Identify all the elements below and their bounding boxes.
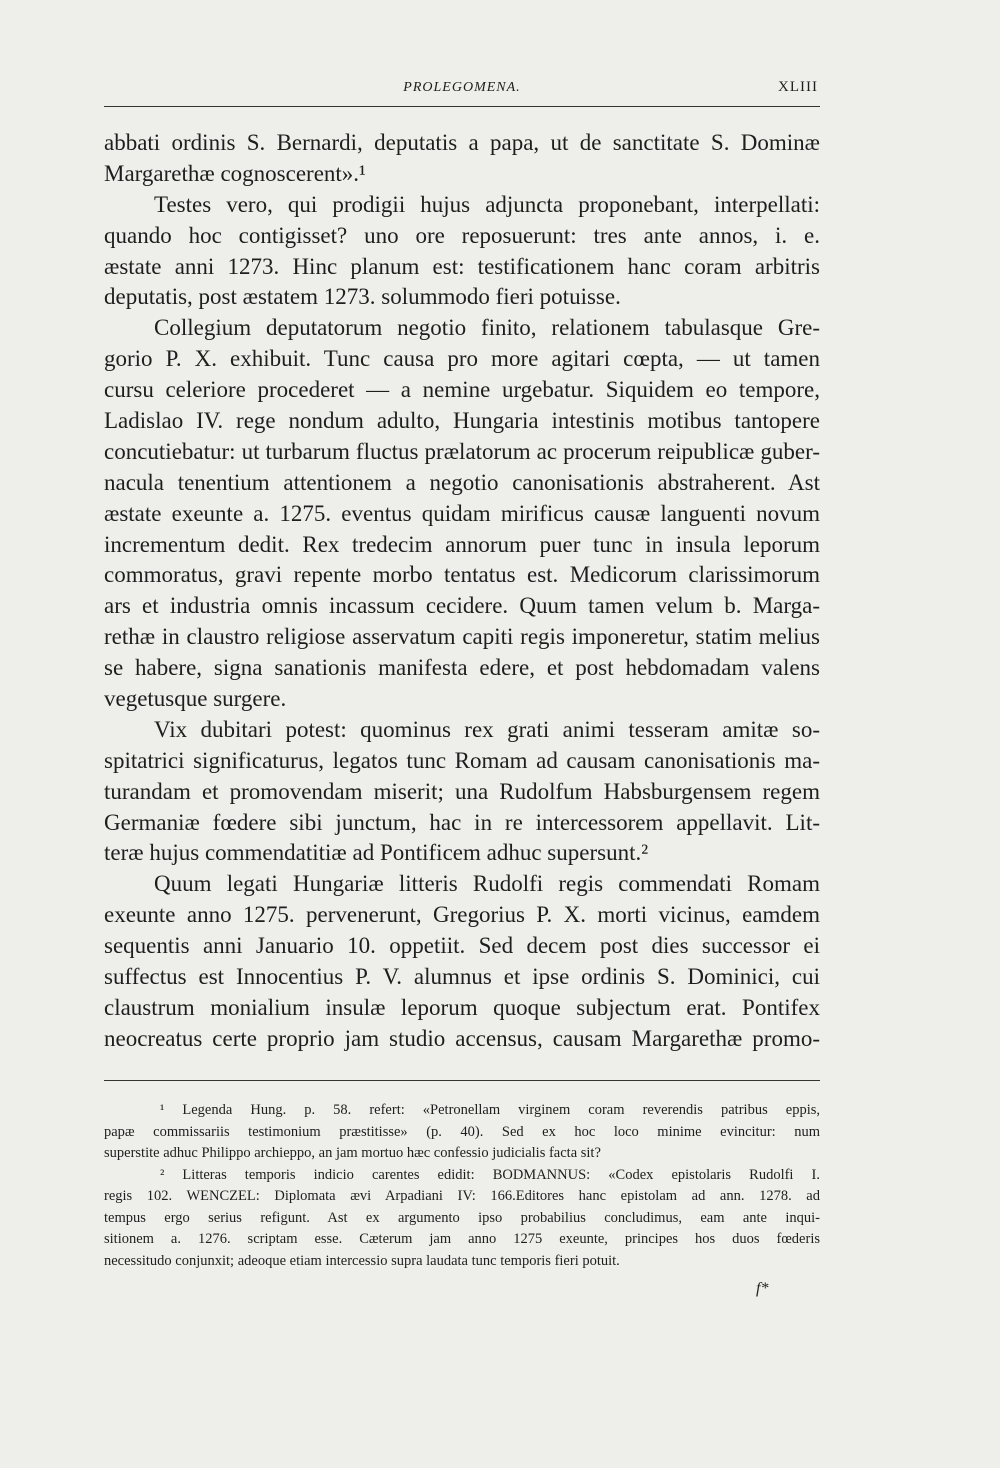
footnote-line: sitionem a. 1276. scriptam esse. Cæterum jam anno 1275 exeunte, principes hos duos fœderis (104, 1231, 820, 1247)
text-line: spitatrici significaturus, legatos tunc Romam ad causam canonisationis ma- (104, 747, 820, 773)
text-line: rethæ in claustro religiose asservatum capiti regis imponeretur, statim melius (104, 624, 820, 650)
footnote-line: regis 102. WENCZEL: Diplomata ævi Arpadiani IV: 166.Editores hanc epistolam ad ann. 1278. ad (104, 1188, 820, 1204)
signature-mark: f* (756, 1280, 769, 1297)
text-line: æstate exeunte a. 1275. eventus quidam mirificus causæ languenti novum (104, 500, 820, 526)
main-text (104, 128, 820, 1055)
text-line: cursu celeriore procederet — a nemine urgebatur. Siquidem eo tempore, (104, 377, 820, 403)
text-line: Quum legati Hungariæ litteris Rudolfi regis commendati Romam (154, 871, 820, 897)
text-line: ars et industria omnis incassum cecidere. Quum tamen velum b. Marga- (104, 593, 820, 619)
text-line: Collegium deputatorum negotio finito, relationem tabulasque Gre- (154, 315, 820, 341)
running-title: PROLEGOMENA. (403, 80, 521, 95)
text-line: suffectus est Innocentius P. V. alumnus et ipse ordinis S. Dominici, cui (104, 964, 820, 990)
text-line: gorio P. X. exhibuit. Tunc causa pro more agitari cœpta, — ut tamen (104, 346, 820, 372)
text-line: se habere, signa sanationis manifesta edere, et post hebdomadam valens (104, 655, 820, 681)
text-line: nacula tenentium attentionem a negotio canonisationis abstraherent. Ast (104, 469, 820, 495)
footnote-line: necessitudo conjunxit; adeoque etiam intercessio supra laudata tunc temporis fieri potuit. (104, 1252, 620, 1269)
text-line: abbati ordinis S. Bernardi, deputatis a papa, ut de sanctitate S. Dominæ (104, 130, 820, 155)
text-line: quando hoc contigisset? uno ore reposuerunt: tres ante annos, i. e. (104, 222, 820, 248)
text-line: Margarethæ cognoscerent».¹ (104, 160, 366, 186)
footnote-rule (104, 1080, 820, 1081)
text-line: claustrum monialium insulæ leporum quoque subjectum erat. Pontifex (104, 994, 820, 1020)
text-line: neocreatus certe proprio jam studio accensus, causam Margarethæ promo- (104, 1025, 820, 1051)
text-line: Vix dubitari potest: quominus rex grati animi tesseram amitæ so- (154, 716, 820, 742)
page-number: XLIII (778, 79, 818, 95)
text-line: concutiebatur: ut turbarum fluctus prælatorum ac procerum reipublicæ guber- (104, 438, 820, 464)
text-line: turandam et promovendam miserit; una Rudolfum Habsburgensem regem (104, 778, 820, 804)
text-line: commoratus, gravi repente morbo tentatus est. Medicorum clarissimorum (104, 562, 820, 588)
text-line: æstate anni 1273. Hinc planum est: testificationem hanc coram arbitris (104, 253, 820, 279)
footnote-line: ¹ Legenda Hung. p. 58. refert: «Petronellam virginem coram reverendis patribus eppis, (160, 1102, 820, 1118)
footnote-line: papæ commissariis testimonium præstitisse» (p. 40). Sed ex hoc loco minime evincitur: num (104, 1123, 820, 1140)
footnote-line: tempus ergo serius refigunt. Ast ex argumento ipso probabilius concludimus, eam ante inqui- (104, 1209, 820, 1226)
text-line: incrementum dedit. Rex tredecim annorum puer tunc in insula leporum (104, 531, 820, 557)
text-line: Ladislao IV. rege nondum adulto, Hungaria intestinis motibus tantopere (104, 408, 820, 434)
footnote-line: ² Litteras temporis indicio carentes edidit: BODMANNUS: «Codex epistolaris Rudolfi I. (160, 1166, 820, 1183)
text-line: sequentis anni Januario 10. oppetiit. Sed decem post dies successor ei (104, 933, 820, 959)
text-line: exeunte anno 1275. pervenerunt, Gregorius P. X. morti vicinus, eamdem (104, 902, 820, 928)
text-line: Testes vero, qui prodigii hujus adjuncta proponebant, interpellati: (154, 191, 820, 217)
text-line: deputatis, post æstatem 1273. solummodo fieri potuisse. (104, 284, 621, 310)
text-line: vegetusque surgere. (104, 686, 287, 712)
footnote-line: superstite adhuc Philippo archieppo, an jam mortuo hæc confessio judicialis facta sit? (104, 1145, 601, 1161)
footnotes (104, 1100, 820, 1272)
text-line: Germaniæ fœdere sibi junctum, hac in re intercessorem appellavit. Lit- (104, 809, 820, 835)
running-head (104, 78, 820, 107)
text-line: teræ hujus commendatitiæ ad Pontificem adhuc supersunt.² (104, 840, 649, 866)
